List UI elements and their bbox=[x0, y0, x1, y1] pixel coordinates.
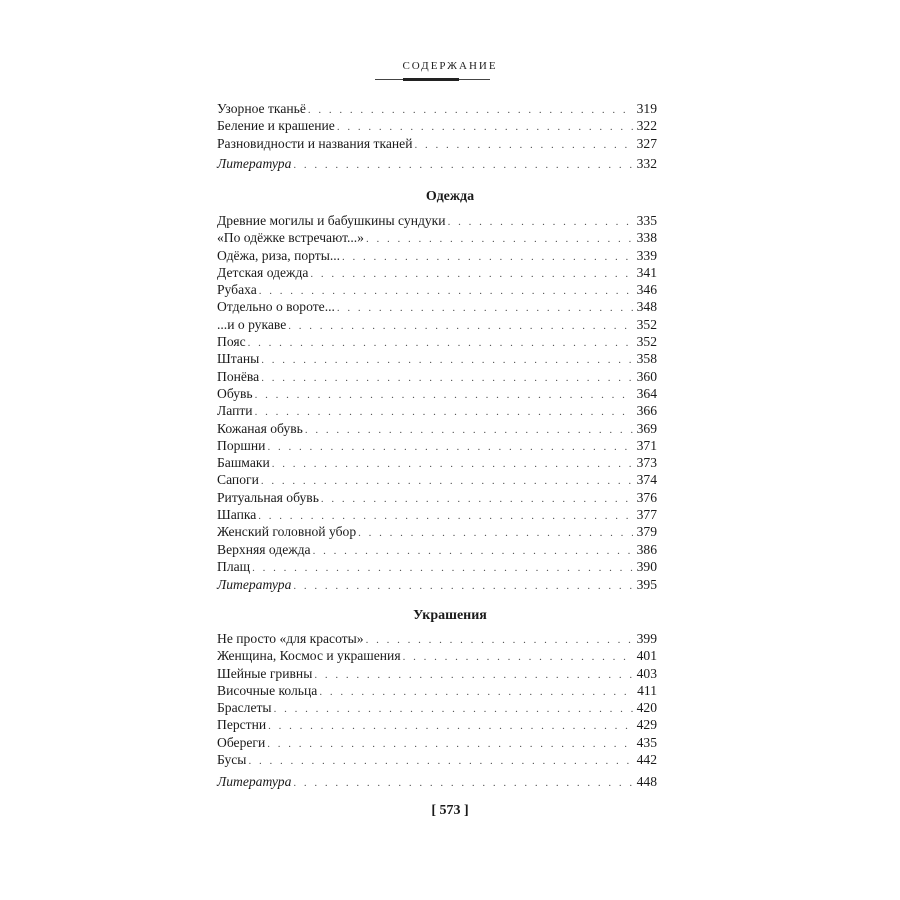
toc-entry bbox=[217, 316, 657, 333]
toc-entry-title: Пояс bbox=[217, 334, 246, 350]
dot-leader bbox=[293, 775, 633, 792]
dot-leader bbox=[288, 318, 633, 335]
toc-group-textiles bbox=[217, 100, 657, 152]
dot-leader bbox=[272, 456, 633, 473]
toc-entry-page: 390 bbox=[636, 558, 657, 574]
dot-leader bbox=[261, 352, 633, 369]
toc-entry-page: 371 bbox=[636, 437, 657, 453]
dot-leader bbox=[274, 701, 633, 718]
toc-entry-page: 352 bbox=[636, 316, 657, 332]
toc-entry bbox=[217, 558, 657, 575]
toc-entry-page: 376 bbox=[636, 489, 657, 505]
toc-literature-1 bbox=[217, 155, 657, 172]
toc-entry-title: Древние могилы и бабушкины сундуки bbox=[217, 213, 446, 228]
toc-entry-page: 319 bbox=[636, 101, 657, 116]
toc-entry bbox=[217, 229, 657, 246]
dot-leader bbox=[366, 632, 633, 649]
toc-entry-page: 399 bbox=[636, 631, 657, 646]
toc-entry-title: Браслеты bbox=[217, 700, 272, 716]
toc-entry-title: Сапоги bbox=[217, 472, 259, 488]
toc-entry-page: 379 bbox=[636, 524, 657, 540]
dot-leader bbox=[267, 736, 633, 753]
toc-entry bbox=[217, 716, 657, 733]
dot-leader bbox=[305, 422, 633, 439]
toc-entry-title: Лапти bbox=[217, 403, 253, 419]
toc-entry-page: 360 bbox=[636, 368, 657, 384]
toc-entry-title: Одёжа, риза, порты... bbox=[217, 247, 341, 263]
toc-entry-page: 386 bbox=[636, 541, 657, 557]
toc-entry bbox=[217, 333, 657, 350]
dot-leader bbox=[403, 649, 633, 666]
toc-entry bbox=[217, 135, 657, 152]
toc-entry bbox=[217, 471, 657, 488]
toc-literature-3 bbox=[217, 773, 657, 790]
dot-leader bbox=[308, 102, 633, 119]
dot-leader bbox=[313, 543, 633, 560]
toc-entry bbox=[217, 751, 657, 768]
toc-entry-title: Литература bbox=[217, 577, 292, 592]
toc-entry bbox=[217, 402, 657, 419]
toc-entry-page: 373 bbox=[636, 455, 657, 471]
toc-entry-title: Кожаная обувь bbox=[217, 420, 303, 436]
dot-leader bbox=[248, 753, 633, 770]
toc-entry-page: 420 bbox=[636, 700, 657, 716]
toc-entry-page: 403 bbox=[636, 665, 657, 681]
toc-entry bbox=[217, 665, 657, 682]
dot-leader bbox=[414, 137, 633, 154]
toc-entry-title: Бусы bbox=[217, 752, 247, 768]
toc-entry-page: 339 bbox=[636, 247, 657, 263]
toc-entry-title: Не просто «для красоты» bbox=[217, 631, 364, 646]
toc-entry bbox=[217, 100, 657, 117]
toc-entry bbox=[217, 647, 657, 664]
toc-entry-title: Литература bbox=[217, 156, 292, 171]
toc-entry bbox=[217, 630, 657, 647]
toc-entry bbox=[217, 212, 657, 229]
toc-entry bbox=[217, 420, 657, 437]
dot-leader bbox=[314, 667, 633, 684]
toc-entry-page: 341 bbox=[636, 264, 657, 280]
toc-entry-page: 352 bbox=[636, 334, 657, 350]
toc-entry-page: 358 bbox=[636, 351, 657, 367]
page-number: [ 573 ] bbox=[431, 803, 469, 818]
toc-literature-entry bbox=[217, 773, 657, 790]
toc-entry-page: 366 bbox=[636, 403, 657, 419]
dot-leader bbox=[366, 231, 633, 248]
toc-entry-page: 335 bbox=[636, 213, 657, 228]
toc-literature-entry bbox=[217, 155, 657, 172]
toc-entry-page: 348 bbox=[636, 299, 657, 315]
header-rule-bar bbox=[403, 78, 459, 81]
toc-entry bbox=[217, 454, 657, 471]
dot-leader bbox=[252, 560, 633, 577]
toc-entry-title: Перстни bbox=[217, 717, 267, 733]
toc-entry-title: Женщина, Космос и украшения bbox=[217, 648, 401, 664]
dot-leader bbox=[268, 718, 633, 735]
toc-entry bbox=[217, 734, 657, 751]
toc-entry bbox=[217, 437, 657, 454]
toc-entry bbox=[217, 541, 657, 558]
toc-entry bbox=[217, 699, 657, 716]
toc-entry bbox=[217, 506, 657, 523]
toc-literature-2 bbox=[217, 576, 657, 593]
section-title-jewelry: Украшения bbox=[413, 608, 487, 623]
toc-entry bbox=[217, 298, 657, 315]
toc-entry-page: 448 bbox=[636, 774, 657, 789]
toc-entry-title: Штаны bbox=[217, 351, 260, 367]
dot-leader bbox=[255, 387, 633, 404]
toc-entry bbox=[217, 523, 657, 540]
toc-entry bbox=[217, 264, 657, 281]
dot-leader bbox=[267, 439, 633, 456]
toc-entry bbox=[217, 281, 657, 298]
toc-entry-page: 338 bbox=[636, 230, 657, 246]
toc-entry-title: Башмаки bbox=[217, 455, 270, 471]
toc-entry-page: 322 bbox=[636, 118, 657, 134]
toc-entry-title: Верхняя одежда bbox=[217, 541, 311, 557]
toc-entry-title: Литература bbox=[217, 774, 292, 789]
toc-entry-title: Понёва bbox=[217, 368, 260, 384]
toc-entry-page: 429 bbox=[636, 717, 657, 733]
toc-entry-title: Обувь bbox=[217, 385, 253, 401]
toc-entry-title: Ритуальная обувь bbox=[217, 489, 319, 505]
toc-entry-page: 369 bbox=[636, 420, 657, 436]
toc-entry-title: Шапка bbox=[217, 507, 257, 523]
toc-entry-title: Узорное тканьё bbox=[217, 101, 306, 116]
dot-leader bbox=[319, 684, 633, 701]
toc-entry-page: 374 bbox=[636, 472, 657, 488]
toc-entry-page: 401 bbox=[636, 648, 657, 664]
dot-leader bbox=[358, 525, 633, 542]
toc-entry-title: Рубаха bbox=[217, 282, 257, 298]
toc-entry bbox=[217, 247, 657, 264]
toc-entry-page: 364 bbox=[636, 385, 657, 401]
toc-group-jewelry bbox=[217, 630, 657, 768]
toc-entry-page: 435 bbox=[636, 734, 657, 750]
toc-entry-title: Отдельно о вороте... bbox=[217, 299, 335, 315]
section-title-clothing: Одежда bbox=[425, 189, 475, 204]
dot-leader bbox=[261, 370, 633, 387]
toc-entry-page: 411 bbox=[637, 682, 657, 698]
toc-entry-page: 332 bbox=[636, 156, 657, 171]
toc-literature-entry bbox=[217, 576, 657, 593]
toc-entry bbox=[217, 117, 657, 134]
dot-leader bbox=[248, 335, 633, 352]
toc-entry bbox=[217, 385, 657, 402]
toc-entry-title: Разновидности и названия тканей bbox=[217, 135, 413, 151]
dot-leader bbox=[293, 157, 633, 174]
toc-entry-title: Височные кольца bbox=[217, 682, 318, 698]
toc-entry-title: Плащ bbox=[217, 558, 251, 574]
dot-leader bbox=[342, 249, 633, 266]
toc-entry-title: Обереги bbox=[217, 734, 266, 750]
toc-entry-title: Беление и крашение bbox=[217, 118, 335, 134]
toc-group-clothing bbox=[217, 212, 657, 575]
toc-entry-title: Поршни bbox=[217, 437, 266, 453]
dot-leader bbox=[321, 491, 633, 508]
toc-entry-page: 346 bbox=[636, 282, 657, 298]
toc-entry-page: 442 bbox=[636, 752, 657, 768]
toc-entry-title: Женский головной убор bbox=[217, 524, 357, 540]
toc-entry bbox=[217, 350, 657, 367]
dot-leader bbox=[337, 300, 633, 317]
dot-leader bbox=[310, 266, 633, 283]
toc-entry bbox=[217, 682, 657, 699]
toc-entry bbox=[217, 489, 657, 506]
toc-entry-title: Шейные гривны bbox=[217, 665, 313, 681]
dot-leader bbox=[255, 404, 633, 421]
dot-leader bbox=[293, 578, 633, 595]
toc-entry-page: 327 bbox=[636, 135, 657, 151]
toc-entry-page: 377 bbox=[636, 507, 657, 523]
toc-entry bbox=[217, 368, 657, 385]
page-header: СОДЕРЖАНИЕ bbox=[402, 60, 498, 72]
toc-entry-page: 395 bbox=[636, 577, 657, 592]
dot-leader bbox=[448, 214, 633, 231]
toc-entry-title: ...и о рукаве bbox=[217, 316, 287, 332]
toc-entry-title: «По одёжке встречают...» bbox=[217, 230, 364, 246]
toc-entry-title: Детская одежда bbox=[217, 264, 309, 280]
